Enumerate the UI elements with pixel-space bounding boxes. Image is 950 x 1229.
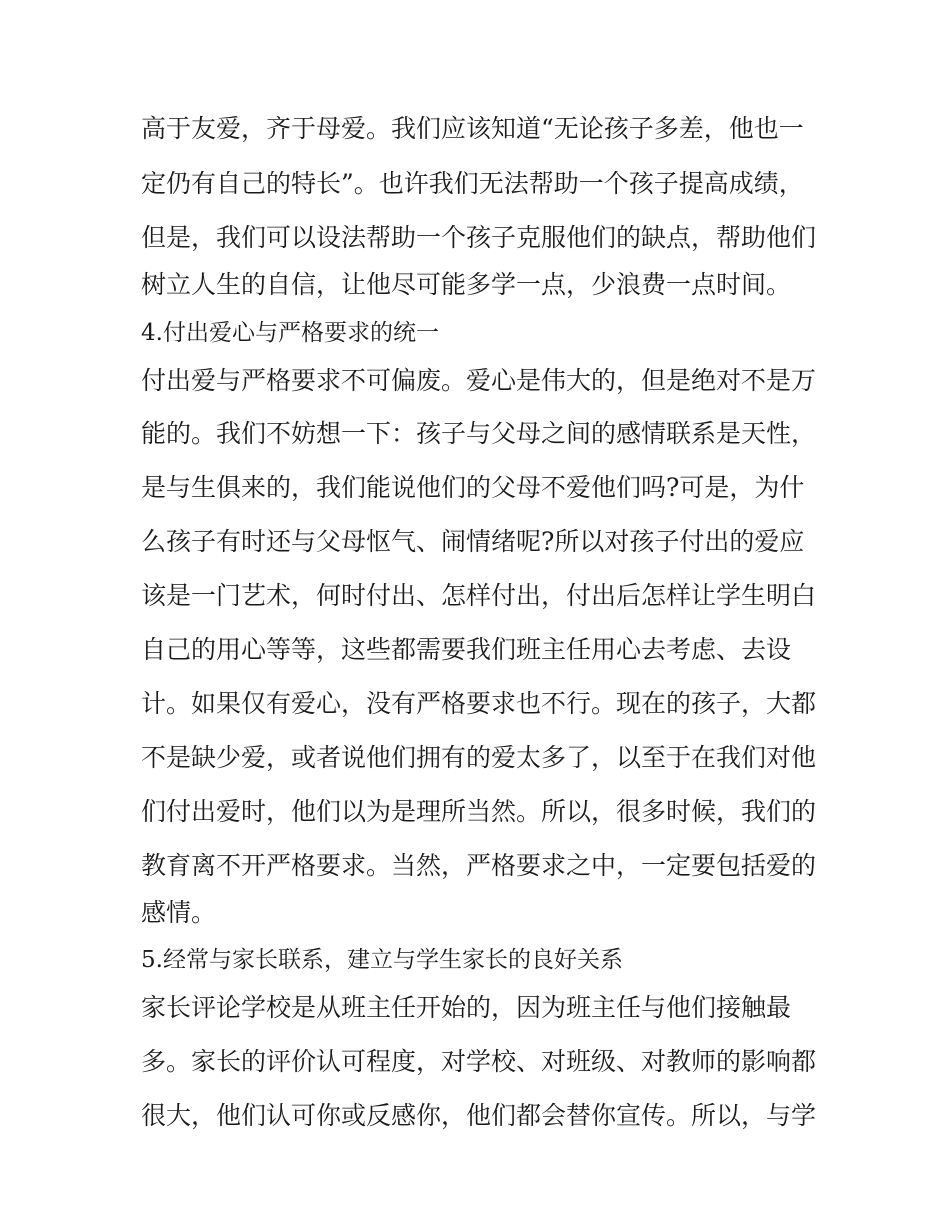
body-text-line: 教育离不开严格要求。当然，严格要求之中，一定要包括爱的	[141, 851, 817, 880]
body-text-line: 么孩子有时还与父母怄气、闹情绪呢?所以对孩子付出的爱应	[141, 527, 805, 556]
body-text-line: 不是缺少爱，或者说他们拥有的爱太多了，以至于在我们对他	[141, 743, 817, 772]
body-text-line: 付出爱与严格要求不可偏废。爱心是伟大的，但是绝对不是万	[141, 366, 817, 395]
body-text-line: 该是一门艺术，何时付出、怎样付出，付出后怎样让学生明白	[141, 581, 817, 610]
body-text-line: 定仍有自己的特长”。也许我们无法帮助一个孩子提高成绩，	[141, 169, 804, 198]
body-text-line: 树立人生的自信，让他尽可能多学一点，少浪费一点时间。	[141, 270, 792, 299]
body-text-line: 高于友爱，齐于母爱。我们应该知道“无论孩子多差，他也一	[141, 114, 804, 143]
section-heading: 5.经常与家长联系，建立与学生家长的良好关系	[141, 947, 623, 973]
body-text-line: 是与生俱来的，我们能说他们的父母不爱他们吗?可是，为什	[141, 473, 805, 502]
body-text-line: 但是，我们可以设法帮助一个孩子克服他们的缺点，帮助他们	[141, 223, 817, 252]
body-text-line: 能的。我们不妨想一下：孩子与父母之间的感情联系是天性，	[141, 419, 817, 448]
body-text-line: 家长评论学校是从班主任开始的，因为班主任与他们接触最	[141, 993, 792, 1022]
body-text-line: 多。家长的评价认可程度，对学校、对班级、对教师的影响都	[141, 1047, 817, 1076]
section-heading: 4.付出爱心与严格要求的统一	[141, 320, 439, 346]
body-text-line: 自己的用心等等，这些都需要我们班主任用心去考虑、去设	[141, 635, 792, 664]
body-text-line: 很大，他们认可你或反感你，他们都会替你宣传。所以，与学	[141, 1101, 817, 1130]
body-text-line: 们付出爱时，他们以为是理所当然。所以，很多时候，我们的	[141, 797, 817, 826]
body-text-line: 感情。	[141, 898, 217, 927]
body-text-line: 计。如果仅有爱心，没有严格要求也不行。现在的孩子，大都	[141, 689, 817, 718]
